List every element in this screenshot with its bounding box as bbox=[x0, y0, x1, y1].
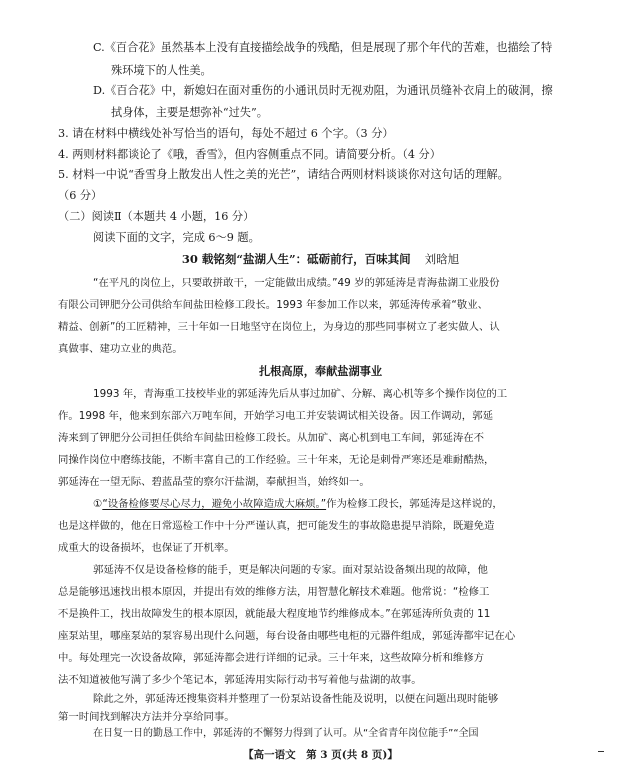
p2-line-2: 也是这样做的，他在日常巡检工作中十分严谨认真，把可能发生的事故隐患提早消除，既避免造 bbox=[58, 520, 495, 532]
p5-line-1: 在日复一日的勤恳工作中，郭延涛的不懈努力得到了认可。从“全省青年岗位能手”“全国 bbox=[93, 728, 479, 739]
article-title: 30 载铭刻“盐湖人生”：砥砺前行，百味其间 bbox=[181, 252, 411, 266]
p4-line-2: 第一时间找到解决方法并分享给同事。 bbox=[58, 711, 235, 723]
page-footer: 【高一语文 第 3 页(共 8 页)】 bbox=[243, 749, 398, 761]
p1-line-4: 同操作岗位中磨练技能，不断丰富自己的工作经验。三十年来，无论是刺骨严寒还是难耐酷热， bbox=[58, 454, 495, 466]
section-instruction: 阅读下面的文字，完成 6～9 题。 bbox=[93, 231, 260, 244]
p3-line-3: 不是换件工，找出故障发生的根本原因，就能最大程度地节约维修成本。”在郭延涛所负责的 11 bbox=[58, 608, 491, 620]
p3-line-5: 中。每处理完一次设备故障，郭延涛都会进行详细的记录。三十年来，这些故障分析和维修方 bbox=[58, 652, 485, 664]
question-5-line-2: （6 分） bbox=[58, 189, 103, 202]
p3-line-2: 总是能够迅速找出根本原因，并提出有效的维修方法，用智慧化解技术难题。他常说：“检修工 bbox=[58, 586, 490, 598]
article-title-row bbox=[0, 252, 641, 267]
p3-line-1: 郭延涛不仅是设备检修的能手，更是解决问题的专家。面对泵站设备频出现的故障，他 bbox=[93, 564, 488, 576]
article-author: 刘晗旭 bbox=[424, 252, 460, 266]
p2-line-1 bbox=[93, 497, 503, 512]
p3-line-6: 法不知道被他写满了多少个笔记本，郭延涛用实际行动书写着他与盐湖的故事。 bbox=[58, 674, 422, 686]
intro-line-3: 精益、创新”的工匠精神，三十年如一日地坚守在岗位上，为身边的那些同事树立了老实做人、认 bbox=[58, 321, 500, 333]
option-c-line-1: C.《百合花》虽然基本上没有直接描绘战争的残酷，但是展现了那个年代的苦难，也描绘了特 bbox=[93, 41, 553, 54]
p1-line-1: 1993 年，青海重工技校毕业的郭延涛先后从事过加矿、分解、离心机等多个操作岗位的工 bbox=[93, 388, 508, 400]
article-subtitle: 扎根高原，奉献盐湖事业 bbox=[258, 364, 383, 378]
intro-line-2: 有限公司钾肥分公司供给车间盐田检修工段长。1993 年参加工作以来，郭延涛传承着“敬业、 bbox=[58, 299, 488, 311]
p2-rest: 作为检修工段长，郭延涛是这样说的， bbox=[326, 498, 503, 510]
question-5-line-1: 5. 材料一中说“香雪身上散发出人性之美的光芒”，请结合两则材料谈谈你对这句话的理解。 bbox=[58, 168, 509, 181]
p4-line-1: 除此之外，郭延涛还搜集资料并整理了一份泵站设备性能及说明，以便在问题出现时能够 bbox=[93, 693, 499, 705]
intro-line-4: 真做事、建功立业的典范。 bbox=[58, 343, 183, 355]
option-d-line-2: 拭身体，主要是想弥补“过失”。 bbox=[111, 106, 268, 119]
p1-line-3: 涛来到了钾肥分公司担任供给车间盐田检修工段长。从加矿、离心机到电工车间，郭延涛在不 bbox=[58, 432, 485, 444]
question-4: 4. 两则材料都谈论了《哦，香雪》，但内容侧重点不同。请简要分析。（4 分） bbox=[58, 148, 441, 161]
p1-line-5: 郭延涛在一望无际、碧蓝晶莹的察尔汗盐湖，奉献担当，始终如一。 bbox=[58, 476, 370, 488]
p3-line-4: 座泵站里，哪座泵站的泵容易出现什么问题，每台设备由哪些电柜的元器件组成，郭延涛都牢记在心 bbox=[58, 630, 516, 642]
corner-mark bbox=[598, 751, 604, 752]
option-c-line-2: 殊环境下的人性美。 bbox=[111, 64, 212, 77]
option-d-line-1: D.《百合花》中，新媳妇在面对重伤的小通讯员时无视劝阻，为通讯员缝补衣肩上的破洞，擦 bbox=[93, 84, 553, 97]
p2-line-3: 成重大的设备损坏，也保证了开机率。 bbox=[58, 542, 235, 554]
p2-marker: ① bbox=[93, 498, 103, 510]
p1-line-2: 作。1998 年，他来到东部六万吨车间，开始学习电工并安装调试相关设备。因工作调动，郭延 bbox=[58, 410, 493, 422]
question-3: 3. 请在材料中横线处补写恰当的语句，每处不超过 6 个字。（3 分） bbox=[58, 127, 394, 140]
section-header: （二）阅读Ⅱ（本题共 4 小题，16 分） bbox=[58, 210, 255, 223]
intro-line-1: “在平凡的岗位上，只要敢拼敢干，一定能做出成绩。”49 岁的郭延涛是青海盐湖工业股份 bbox=[93, 277, 500, 289]
p2-underlined-quote: “设备检修要尽心尽力，避免小故障造成大麻烦。” bbox=[102, 498, 327, 510]
